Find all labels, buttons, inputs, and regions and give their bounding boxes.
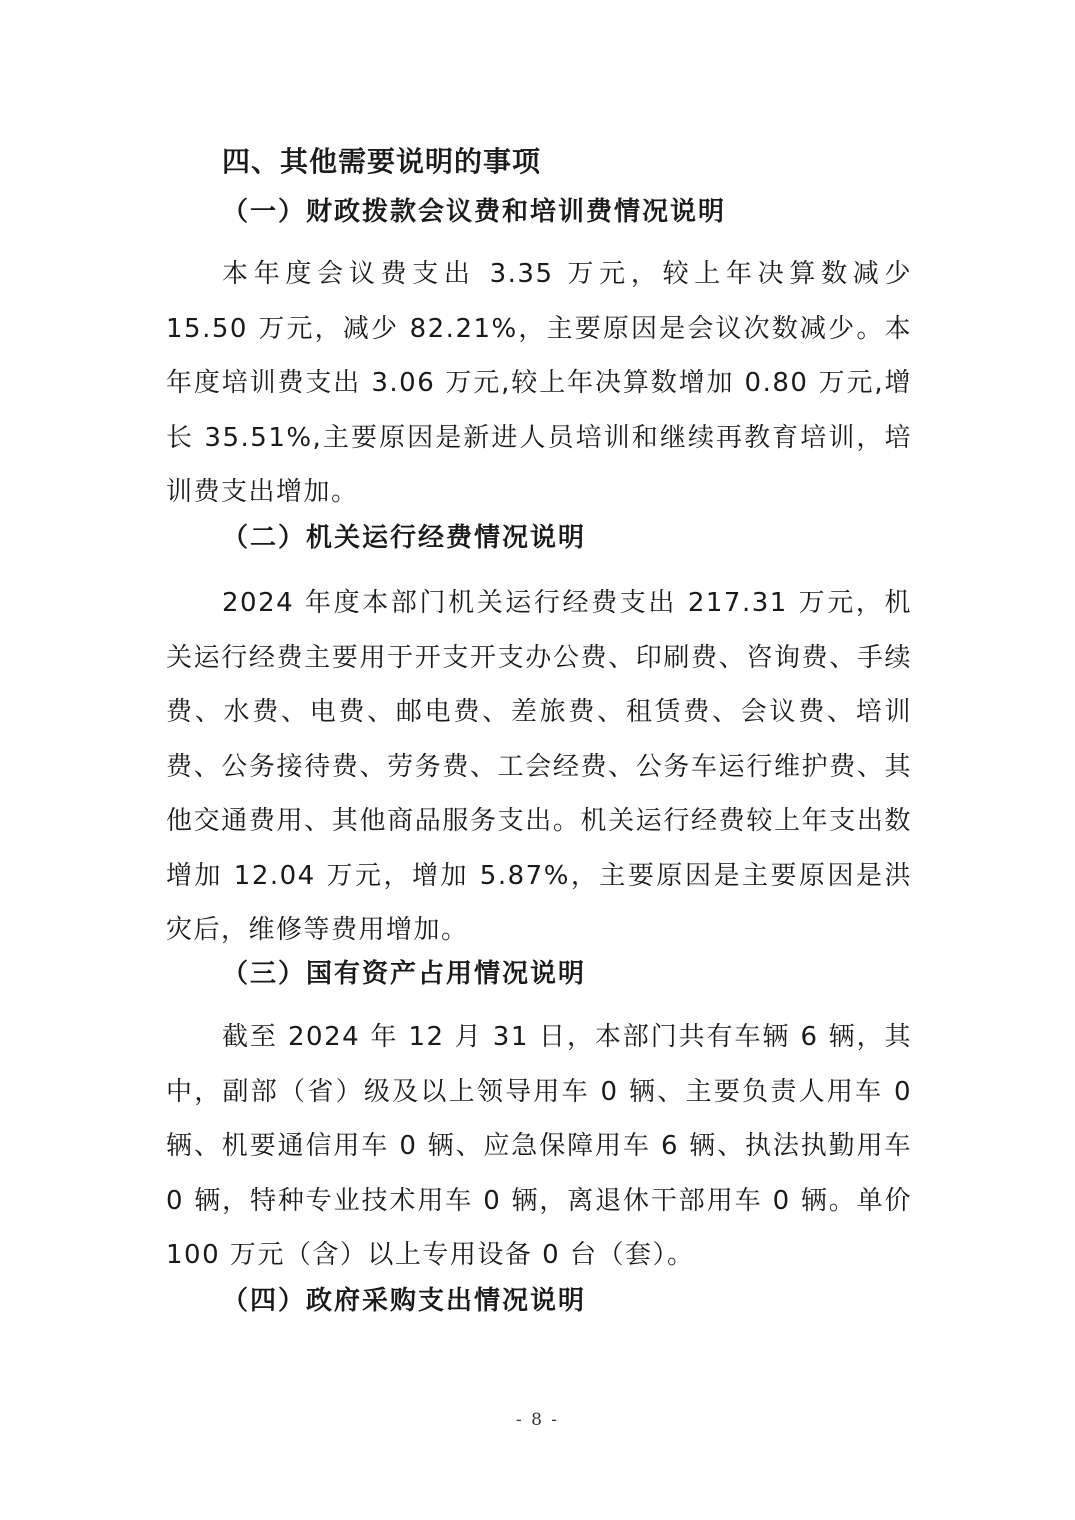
subsection-heading-state-assets: （三）国有资产占用情况说明 [222,959,587,989]
subsection-heading-meeting-training: （一）财政拨款会议费和培训费情况说明 [222,197,727,227]
section-title: 四、其他需要说明的事项 [222,145,542,178]
page-number: - 8 - [515,1410,560,1430]
paragraph-state-assets: 截至 2024 年 12 月 31 日，本部门共有车辆 6 辆，其中，副部（省）级及以上领导用车 0 辆、主要负责人用车 0 辆、机要通信用车 0 辆、应急保障用车 6 辆、执法执勤用车 0 辆，特种专业技术用车 0 辆，离退休干部用车 0 辆。单价 100 万元（含）以上专用设备 0 台（套）。 [166,1022,912,1270]
subsection-heading-procurement: （四）政府采购支出情况说明 [222,1286,587,1316]
paragraph-meeting-training: 本年度会议费支出 3.35 万元，较上年决算数减少 15.50 万元，减少 82.21%，主要原因是会议次数减少。本年度培训费支出 3.06 万元,较上年决算数增加 0.80 万元,增长 35.51%,主要原因是新进人员培训和继续再教育培训，培训费支出增加。 [166,259,912,507]
subsection-heading-operating-expenses: （二）机关运行经费情况说明 [222,523,587,553]
paragraph-operating-expenses: 2024 年度本部门机关运行经费支出 217.31 万元，机关运行经费主要用于开支开支办公费、印刷费、咨询费、手续费、水费、电费、邮电费、差旅费、租赁费、会议费、培训费、公务接待费、劳务费、工会经费、公务车运行维护费、其他交通费用、其他商品服务支出。机关运行经费较上年支出数增加 12.04 万元，增加 5.87%，主要原因是主要原因是洪灾后，维修等费用增加。 [166,588,912,945]
